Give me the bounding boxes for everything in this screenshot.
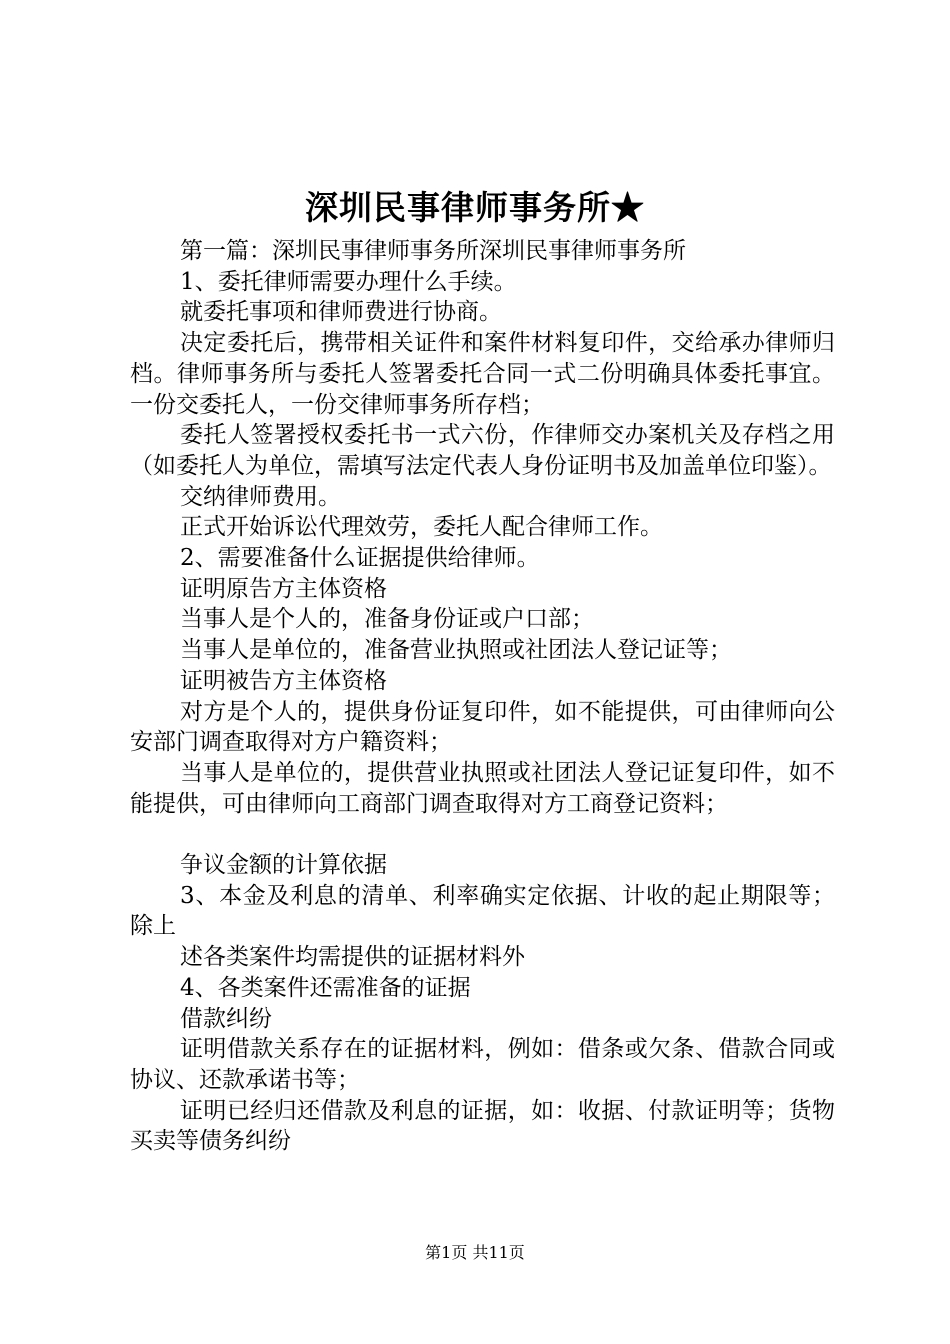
paragraph: 述各类案件均需提供的证据材料外 <box>180 944 525 971</box>
paragraph: 证明原告方主体资格 <box>180 575 387 602</box>
document-title: 深圳民事律师事务所★ <box>305 188 645 227</box>
page-number: 第1页 共11页 <box>425 1243 525 1262</box>
paragraph: 当事人是单位的，提供营业执照或社团法人登记证复印件，如不能提供，可由律师向工商部门调查取得对方工商登记资料； <box>130 759 835 817</box>
paragraph: 第一篇：深圳民事律师事务所深圳民事律师事务所 <box>180 238 686 264</box>
paragraph: 决定委托后，携带相关证件和案件材料复印件，交给承办律师归档。律师事务所与委托人签署委托合同一式二份明确具体委托事宜。一份交委托人，一份交律师事务所存档； <box>130 330 835 418</box>
paragraph: 争议金额的计算依据 <box>180 852 387 879</box>
paragraph: 证明已经归还借款及利息的证据，如：收据、付款证明等；货物买卖等债务纠纷 <box>130 1097 835 1155</box>
paragraph: 证明被告方主体资格 <box>180 667 387 694</box>
paragraph: 借款纠纷 <box>180 1005 272 1032</box>
paragraph: 对方是个人的，提供身份证复印件，如不能提供，可由律师向公安部门调查取得对方户籍资料； <box>130 698 835 756</box>
paragraph: 当事人是个人的，准备身份证或户口部； <box>180 606 594 633</box>
blank-line <box>130 819 835 850</box>
paragraph: 就委托事项和律师费进行协商。 <box>180 299 502 326</box>
paragraph: 交纳律师费用。 <box>180 483 341 510</box>
paragraph: 3、本金及利息的清单、利率确实定依据、计收的起止期限等；除上 <box>130 882 835 940</box>
paragraph: 委托人签署授权委托书一式六份，作律师交办案机关及存档之用（如委托人为单位，需填写法定代表人身份证明书及加盖单位印鉴）。 <box>130 422 835 479</box>
paragraph: 2、需要准备什么证据提供给律师。 <box>180 545 540 572</box>
document-body <box>130 236 835 1157</box>
paragraph: 当事人是单位的，准备营业执照或社团法人登记证等； <box>180 637 732 664</box>
paragraph: 证明借款关系存在的证据材料，例如：借条或欠条、借款合同或协议、还款承诺书等； <box>130 1036 835 1093</box>
paragraph: 4、各类案件还需准备的证据 <box>180 974 471 1001</box>
paragraph: 1、委托律师需要办理什么手续。 <box>180 268 517 295</box>
paragraph: 正式开始诉讼代理效劳，委托人配合律师工作。 <box>180 514 663 541</box>
